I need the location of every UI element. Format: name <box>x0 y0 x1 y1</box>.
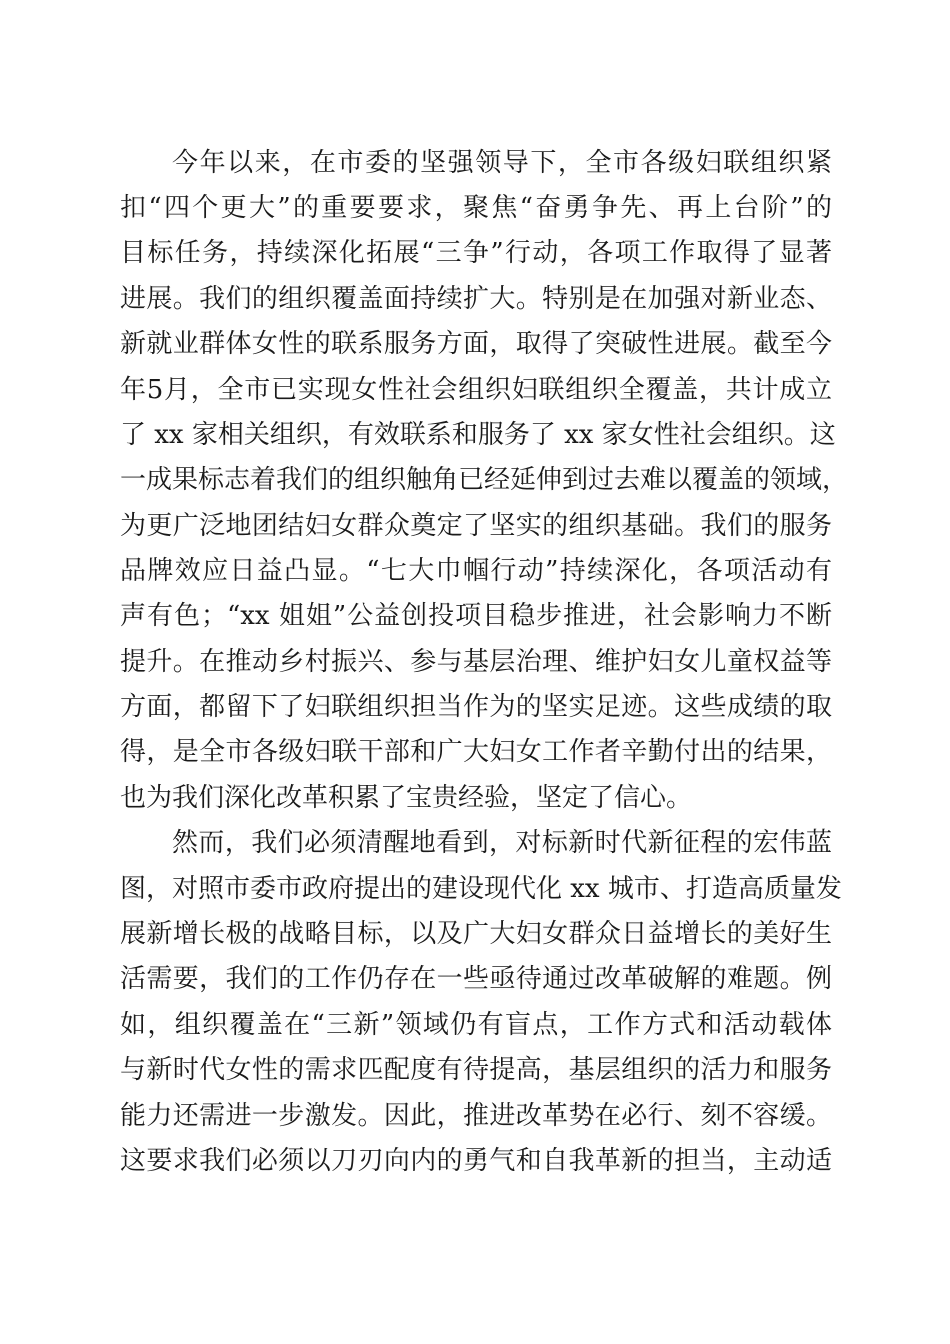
text-line: 然而，我们必须清醒地看到，对标新时代新征程的宏伟蓝 <box>172 828 832 858</box>
text-line: 展新增长极的战略目标，以及广大妇女群众日益增长的美好生 <box>120 919 832 949</box>
text-line: 目标任务，持续深化拓展“三争”行动，各项工作取得了显著 <box>120 238 832 268</box>
text-line: 扣“四个更大”的重要要求，聚焦“奋勇争先、再上台阶”的 <box>120 193 832 223</box>
text-line: 进展。我们的组织覆盖面持续扩大。特别是在加强对新业态、 <box>120 284 832 314</box>
text-line: 方面，都留下了妇联组织担当作为的坚实足迹。这些成绩的取 <box>120 692 832 722</box>
text-line: 这要求我们必须以刀刃向内的勇气和自我革新的担当，主动适 <box>120 1146 832 1176</box>
text-line: 声有色；“xx 姐姐”公益创投项目稳步推进，社会影响力不断 <box>120 601 832 631</box>
text-line: 今年以来，在市委的坚强领导下，全市各级妇联组织紧 <box>172 148 832 178</box>
text-line: 如，组织覆盖在“三新”领域仍有盲点，工作方式和活动载体 <box>120 1010 832 1040</box>
text-line: 一成果标志着我们的组织触角已经延伸到过去难以覆盖的领域， <box>120 465 849 495</box>
text-line: 品牌效应日益凸显。“七大巾帼行动”持续深化，各项活动有 <box>120 556 832 586</box>
text-line: 图，对照市委市政府提出的建设现代化 xx 城市、打造高质量发 <box>120 874 842 904</box>
text-line: 活需要，我们的工作仍存在一些亟待通过改革破解的难题。例 <box>120 964 832 994</box>
text-line: 为更广泛地团结妇女群众奠定了坚实的组织基础。我们的服务 <box>120 511 832 541</box>
text-line: 年5月，全市已实现女性社会组织妇联组织全覆盖，共计成立 <box>120 375 832 405</box>
text-line: 也为我们深化改革积累了宝贵经验，坚定了信心。 <box>120 783 693 813</box>
text-line: 了 xx 家相关组织，有效联系和服务了 xx 家女性社会组织。这 <box>120 420 836 450</box>
text-line: 提升。在推动乡村振兴、参与基层治理、维护妇女儿童权益等 <box>120 647 832 677</box>
text-line: 新就业群体女性的联系服务方面，取得了突破性进展。截至今 <box>120 329 832 359</box>
text-line: 与新时代女性的需求匹配度有待提高，基层组织的活力和服务 <box>120 1055 832 1085</box>
text-line: 能力还需进一步激发。因此，推进改革势在必行、刻不容缓。 <box>120 1101 832 1131</box>
text-line: 得，是全市各级妇联干部和广大妇女工作者辛勤付出的结果， <box>120 737 832 767</box>
